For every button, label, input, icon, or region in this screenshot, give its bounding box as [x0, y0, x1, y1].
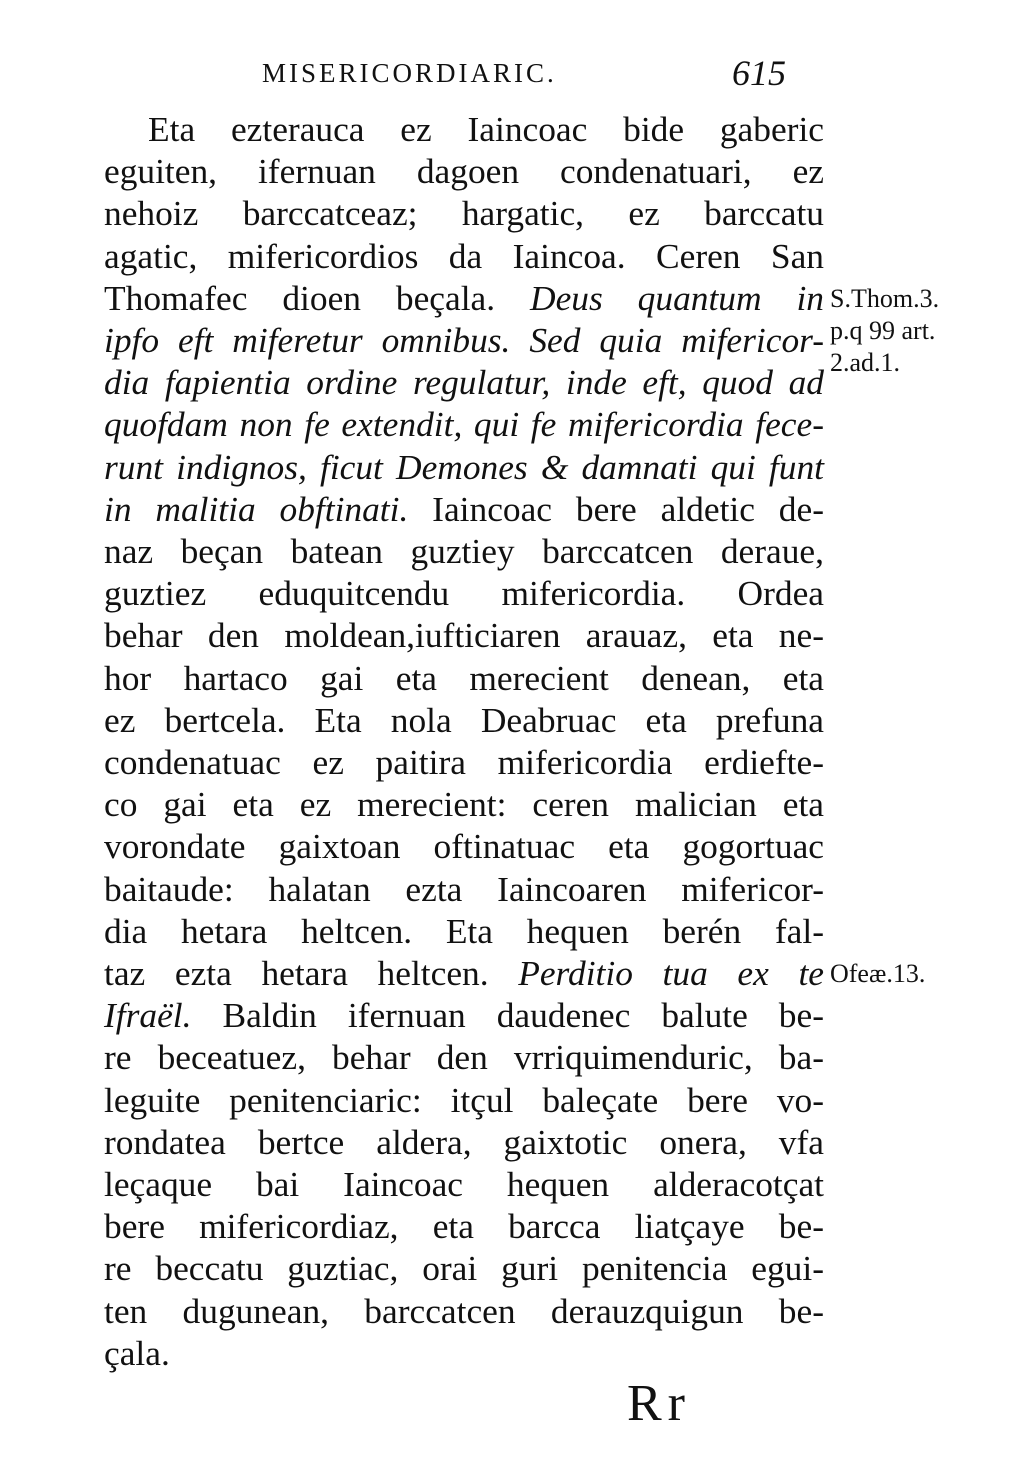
text-segment: re beccatu guztiac, orai guri penitencia egui- [104, 1248, 824, 1289]
margin-note-line: p.q 99 art. [830, 315, 936, 345]
text-line [104, 108, 824, 150]
text-line [104, 783, 824, 825]
text-segment: leguite penitenciaric: itçul baleçate bere vo- [104, 1079, 824, 1120]
text-line [104, 952, 824, 994]
text-line [104, 657, 824, 699]
text-segment: nehoiz barccatceaz; hargatic, ez barccatu [104, 193, 824, 234]
text-line [104, 1079, 824, 1121]
text-line [104, 910, 824, 952]
text-segment: taz ezta hetara heltcen. [104, 953, 519, 994]
text-segment: guztiez eduquitcendu mifericordia. Ordea [104, 573, 824, 614]
text-line [104, 1332, 824, 1374]
text-line [104, 488, 824, 530]
text-segment: co gai eta ez merecient: ceren malician eta [104, 784, 824, 825]
text-segment: Eta ezterauca ez Iaincoac bide gaberic [148, 109, 824, 149]
margin-note-line: S.Thom.3. [830, 283, 940, 313]
text-segment: dia hetara heltcen. Eta hequen berén fal- [104, 910, 824, 951]
text-segment: leçaque bai Iaincoac hequen alderacotçat [104, 1164, 824, 1205]
text-line [104, 1036, 824, 1078]
text-segment: ten dugunean, barccatcen derauzquigun be- [104, 1290, 824, 1331]
page-number: 615 [732, 53, 786, 93]
text-segment: bere mifericordiaz, eta barcca liatçaye be- [104, 1206, 824, 1247]
text-line [104, 361, 824, 403]
running-title: MISERICORDIARIC. [262, 58, 557, 88]
text-line [104, 530, 824, 572]
text-line [104, 699, 824, 741]
latin-quotation: Deus quantum in [530, 277, 824, 318]
text-segment: agatic, mifericordios da Iaincoa. Ceren San [104, 235, 824, 276]
text-segment: rondatea bertce aldera, gaixtotic onera, vfa [104, 1121, 824, 1162]
text-line [104, 1205, 824, 1247]
text-line [104, 572, 824, 614]
text-line [104, 614, 824, 656]
text-segment: Thomafec dioen beçala. [104, 277, 531, 318]
text-segment: naz beçan batean guztiey barccatcen deraue, [104, 531, 824, 572]
signature-mark: Rr [627, 1375, 691, 1432]
latin-quotation: dia fapientia ordine regulatur, inde eft, quod ad [104, 362, 824, 403]
text-line [104, 825, 824, 867]
margin-note [830, 958, 1020, 990]
text-segment: eguiten, ifernuan dagoen condenatuari, ez [104, 151, 824, 192]
text-line [104, 319, 824, 361]
text-segment: hor hartaco gai eta merecient denean, eta [104, 657, 824, 698]
text-line [104, 1247, 824, 1289]
text-line [104, 446, 824, 488]
text-line [104, 1121, 824, 1163]
text-line [104, 1163, 824, 1205]
text-line [104, 1290, 824, 1332]
text-line [104, 868, 824, 910]
text-segment: re beceatuez, behar den vrriquimenduric, ba- [104, 1037, 824, 1078]
text-segment: baitaude: halatan ezta Iaincoaren mifericor- [104, 868, 824, 909]
margin-note [830, 283, 1020, 379]
text-segment: vorondate gaixtoan oftinatuac eta gogortuac [104, 826, 824, 867]
latin-quotation: ipfo eft miferetur omnibus. Sed quia mifericor- [104, 320, 824, 361]
text-segment: behar den moldean,iufticiaren arauaz, eta ne- [104, 615, 824, 656]
text-line [104, 192, 824, 234]
text-segment: Baldin ifernuan daudenec balute be- [222, 995, 824, 1036]
text-line [104, 277, 824, 319]
text-line [104, 741, 824, 783]
text-segment: ez bertcela. Eta nola Deabruac eta prefuna [104, 699, 824, 740]
latin-quotation: quofdam non fe extendit, qui fe mifericordia fece- [104, 404, 824, 445]
text-line [104, 994, 824, 1036]
latin-quotation: Ifraël. [104, 995, 223, 1036]
body-text [104, 108, 824, 1374]
latin-quotation: runt indignos, ficut Demones & damnati qui funt [104, 446, 824, 487]
margin-note-line: 2.ad.1. [830, 347, 901, 377]
text-line [104, 150, 824, 192]
text-segment: çala. [104, 1332, 170, 1373]
text-segment: Iaincoac bere aldetic de- [432, 488, 824, 529]
text-line [104, 235, 824, 277]
latin-quotation: Perditio tua ex te [518, 953, 825, 994]
text-segment: condenatuac ez paitira mifericordia erdiefte- [104, 742, 824, 783]
latin-quotation: in malitia obftinati. [104, 488, 433, 529]
text-line [104, 403, 824, 445]
margin-note-line: Ofeæ.13. [830, 959, 926, 988]
